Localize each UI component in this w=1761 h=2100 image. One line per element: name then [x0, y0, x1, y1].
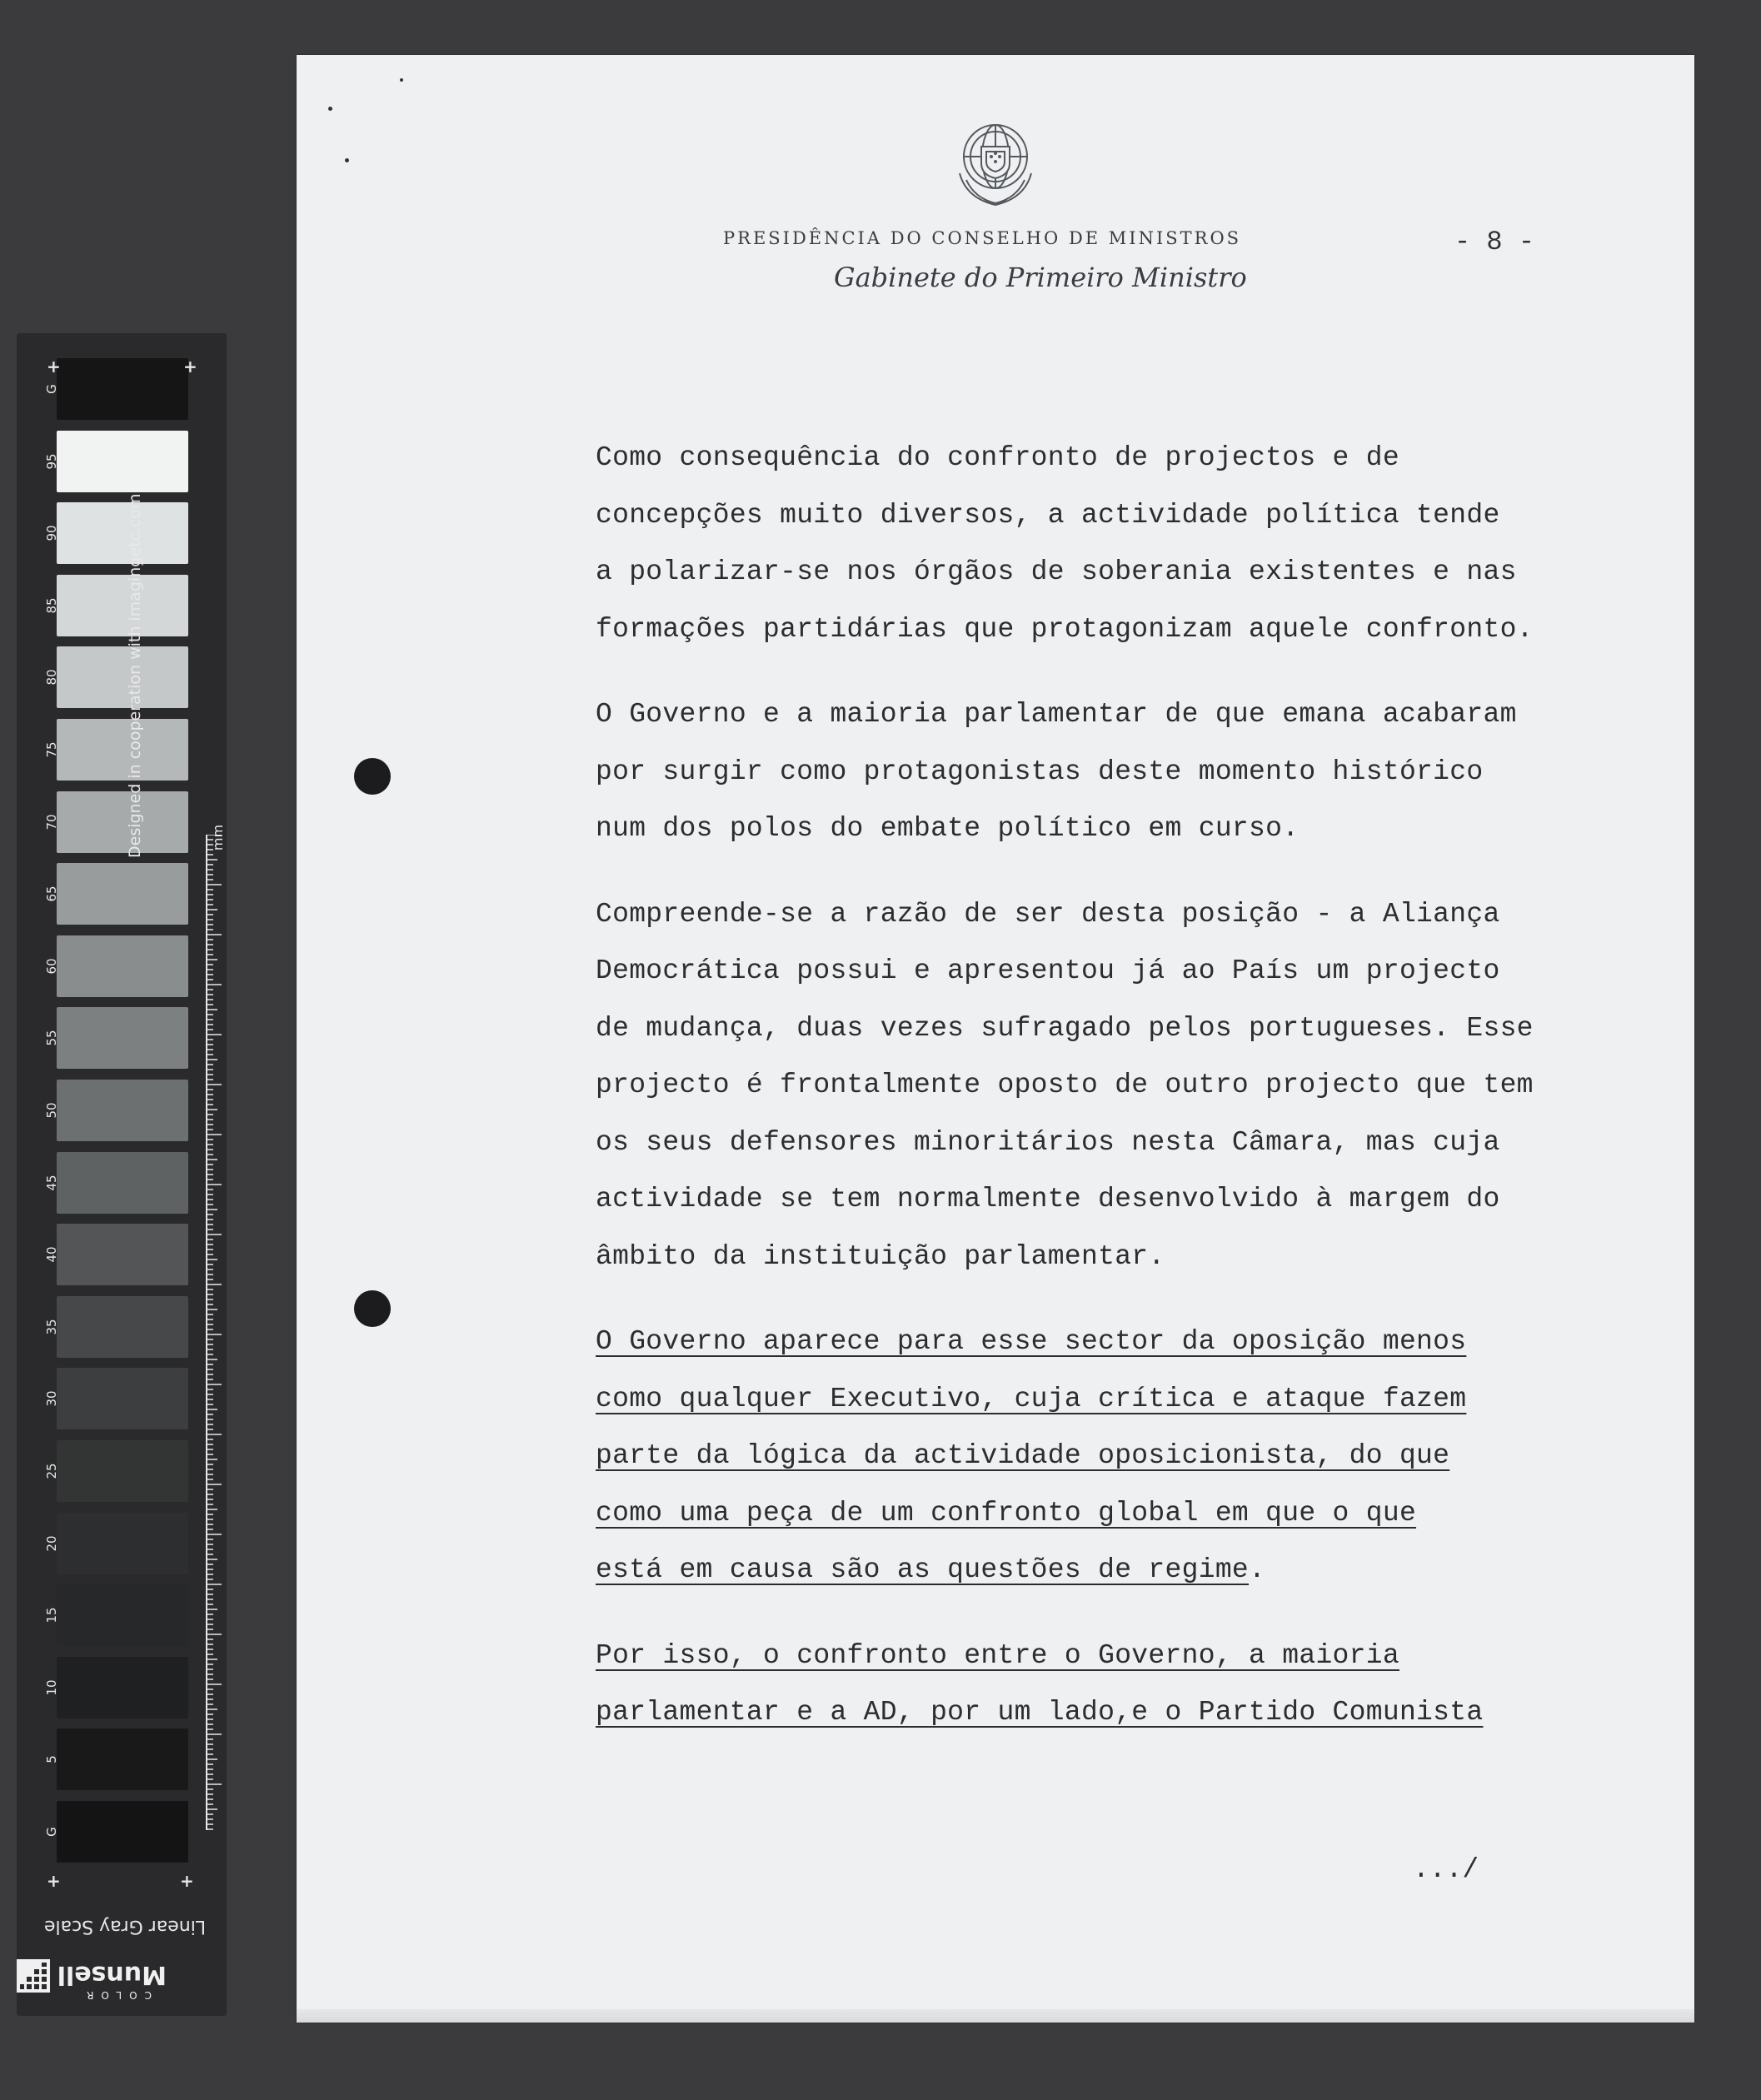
gray-patch-label: 40 — [44, 1246, 59, 1263]
line-text: O Governo e a maioria parlamentar de que emana acabaram — [596, 699, 1517, 730]
text-line — [596, 1628, 1595, 1685]
text-line — [596, 1371, 1595, 1429]
text-line — [596, 943, 1595, 1000]
trailing-punctuation: . — [1249, 1554, 1266, 1585]
gray-patch-label: 10 — [44, 1679, 59, 1696]
gray-patch — [57, 1584, 188, 1646]
line-text: a polarizar-se nos órgãos de soberania existentes e nas — [596, 556, 1517, 587]
text-line — [596, 686, 1595, 744]
line-text: como uma peça de um confronto global em que o que — [596, 1497, 1417, 1529]
gray-patch — [57, 791, 188, 853]
brand-color-word: COLOR — [79, 1989, 152, 2001]
mm-label: mm — [210, 824, 227, 851]
text-line — [596, 1229, 1595, 1286]
continuation-mark: .../ — [1413, 1854, 1479, 1885]
gray-patch-label: 35 — [44, 1319, 59, 1335]
gray-patch — [57, 1440, 188, 1502]
institution-header: PRESIDÊNCIA DO CONSELHO DE MINISTROS — [723, 228, 1242, 248]
text-line — [596, 1684, 1595, 1742]
designed-in-cooperation-text: Designed in cooperation with imagingetc.com — [126, 493, 144, 858]
line-text: por surgir como protagonistas deste momento histórico — [596, 756, 1484, 787]
gray-patch-label: 45 — [44, 1175, 59, 1191]
office-subtitle: Gabinete do Primeiro Ministro — [834, 262, 1247, 293]
line-text: Democrática possui e apresentou já ao País um projecto — [596, 955, 1500, 986]
paragraph — [596, 886, 1595, 1286]
gray-patch-label: 70 — [44, 814, 59, 831]
gray-patch — [57, 1224, 188, 1285]
line-text: está em causa são as questões de regime — [596, 1554, 1250, 1585]
gray-patch — [57, 935, 188, 997]
line-text: parlamentar e a AD, por um lado,e o Partido Comunista — [596, 1697, 1484, 1728]
punch-hole — [354, 758, 391, 795]
text-line — [596, 801, 1595, 858]
punch-hole — [354, 1290, 391, 1327]
gray-scale-card — [17, 333, 227, 2016]
line-text: âmbito da instituição parlamentar. — [596, 1240, 1165, 1272]
gray-patch — [57, 1368, 188, 1429]
gray-patch-label: G — [44, 384, 59, 394]
registration-mark: + — [183, 357, 197, 377]
gray-patch-label: 50 — [44, 1102, 59, 1119]
gray-patch — [57, 575, 188, 636]
gray-patch-label: 65 — [44, 885, 59, 902]
paragraph — [596, 686, 1595, 858]
munsell-grid-icon — [17, 1959, 50, 1993]
text-line — [596, 1314, 1595, 1371]
line-text: projecto é frontalmente oposto de outro projecto que tem — [596, 1070, 1534, 1100]
paper-bottom-edge — [297, 2009, 1694, 2023]
text-line — [596, 886, 1595, 944]
registration-mark: + — [47, 1871, 61, 1891]
text-line — [596, 430, 1595, 487]
gray-patch — [57, 431, 188, 492]
gray-patch-label: 90 — [44, 525, 59, 541]
gray-patch-label: 95 — [44, 453, 59, 470]
line-text: os seus defensores minoritários nesta Câmara, mas cuja — [596, 1126, 1500, 1158]
gray-patch — [57, 719, 188, 781]
gray-patch — [57, 502, 188, 564]
gray-patch — [57, 1080, 188, 1141]
coat-of-arms-emblem — [950, 115, 1041, 215]
gray-patch-label: 80 — [44, 669, 59, 686]
paragraph — [596, 430, 1595, 658]
gray-patch — [57, 1801, 188, 1863]
text-line — [596, 744, 1595, 801]
line-text: num dos polos do embate político em curso. — [596, 813, 1300, 844]
line-text: parte da lógica da actividade oposicionista, do que — [596, 1440, 1450, 1471]
line-text: como qualquer Executivo, cuja crítica e ataque fazem — [596, 1383, 1467, 1414]
text-line — [596, 544, 1595, 601]
millimeter-ruler — [205, 835, 223, 1830]
linear-gray-scale-label: Linear Gray Scale — [43, 1916, 207, 1937]
text-line — [596, 1542, 1595, 1599]
gray-patch-label: 25 — [44, 1463, 59, 1479]
document-body — [596, 430, 1595, 1770]
line-text: de mudança, duas vezes sufragado pelos portugueses. Esse — [596, 1012, 1534, 1044]
text-line — [596, 1485, 1595, 1543]
gray-patch — [57, 1513, 188, 1574]
text-line — [596, 1428, 1595, 1485]
paper-speck — [328, 107, 332, 111]
text-line — [596, 487, 1595, 545]
page-number: - 8 - — [1454, 227, 1535, 257]
gray-patch-label: 75 — [44, 741, 59, 758]
line-text: Por isso, o confronto entre o Governo, a maioria — [596, 1639, 1399, 1671]
gray-patch — [57, 1728, 188, 1790]
gray-patch — [57, 1007, 188, 1069]
gray-patch — [57, 863, 188, 925]
gray-patch-label: 85 — [44, 597, 59, 614]
munsell-color-logo — [50, 1951, 200, 2001]
line-text: Compreende-se a razão de ser desta posição - a Aliança — [596, 898, 1500, 930]
gray-patch-label: 55 — [44, 1030, 59, 1046]
gray-patch-label: 60 — [44, 958, 59, 975]
text-line — [596, 601, 1595, 659]
paragraph — [596, 1314, 1595, 1599]
gray-patch-label: G — [44, 1827, 59, 1837]
gray-patch — [57, 1152, 188, 1214]
gray-patch-label: 30 — [44, 1390, 59, 1407]
gray-patch-label: 15 — [44, 1607, 59, 1624]
registration-mark: + — [180, 1871, 194, 1891]
gray-patch-label: 5 — [44, 1755, 59, 1764]
paragraph — [596, 1628, 1595, 1742]
gray-patch — [57, 646, 188, 708]
text-line — [596, 1057, 1595, 1115]
text-line — [596, 1000, 1595, 1058]
paper-speck — [345, 158, 349, 162]
line-text: O Governo aparece para esse sector da oposição menos — [596, 1326, 1467, 1357]
gray-patch — [57, 1296, 188, 1358]
gray-patch — [57, 358, 188, 420]
paper-speck — [400, 78, 403, 82]
line-text: Como consequência do confronto de projectos e de — [596, 442, 1399, 473]
registration-mark: + — [47, 357, 61, 377]
document-page — [297, 55, 1694, 2023]
gray-patch — [57, 1657, 188, 1718]
gray-patch-label: 20 — [44, 1535, 59, 1552]
line-text: formações partidárias que protagonizam aquele confronto. — [596, 613, 1534, 645]
line-text: concepções muito diversos, a actividade política tende — [596, 499, 1500, 531]
text-line — [596, 1115, 1595, 1172]
line-text: actividade se tem normalmente desenvolvido à margem do — [596, 1184, 1500, 1215]
brand-word: Munsell — [57, 1960, 167, 1989]
text-line — [596, 1171, 1595, 1229]
